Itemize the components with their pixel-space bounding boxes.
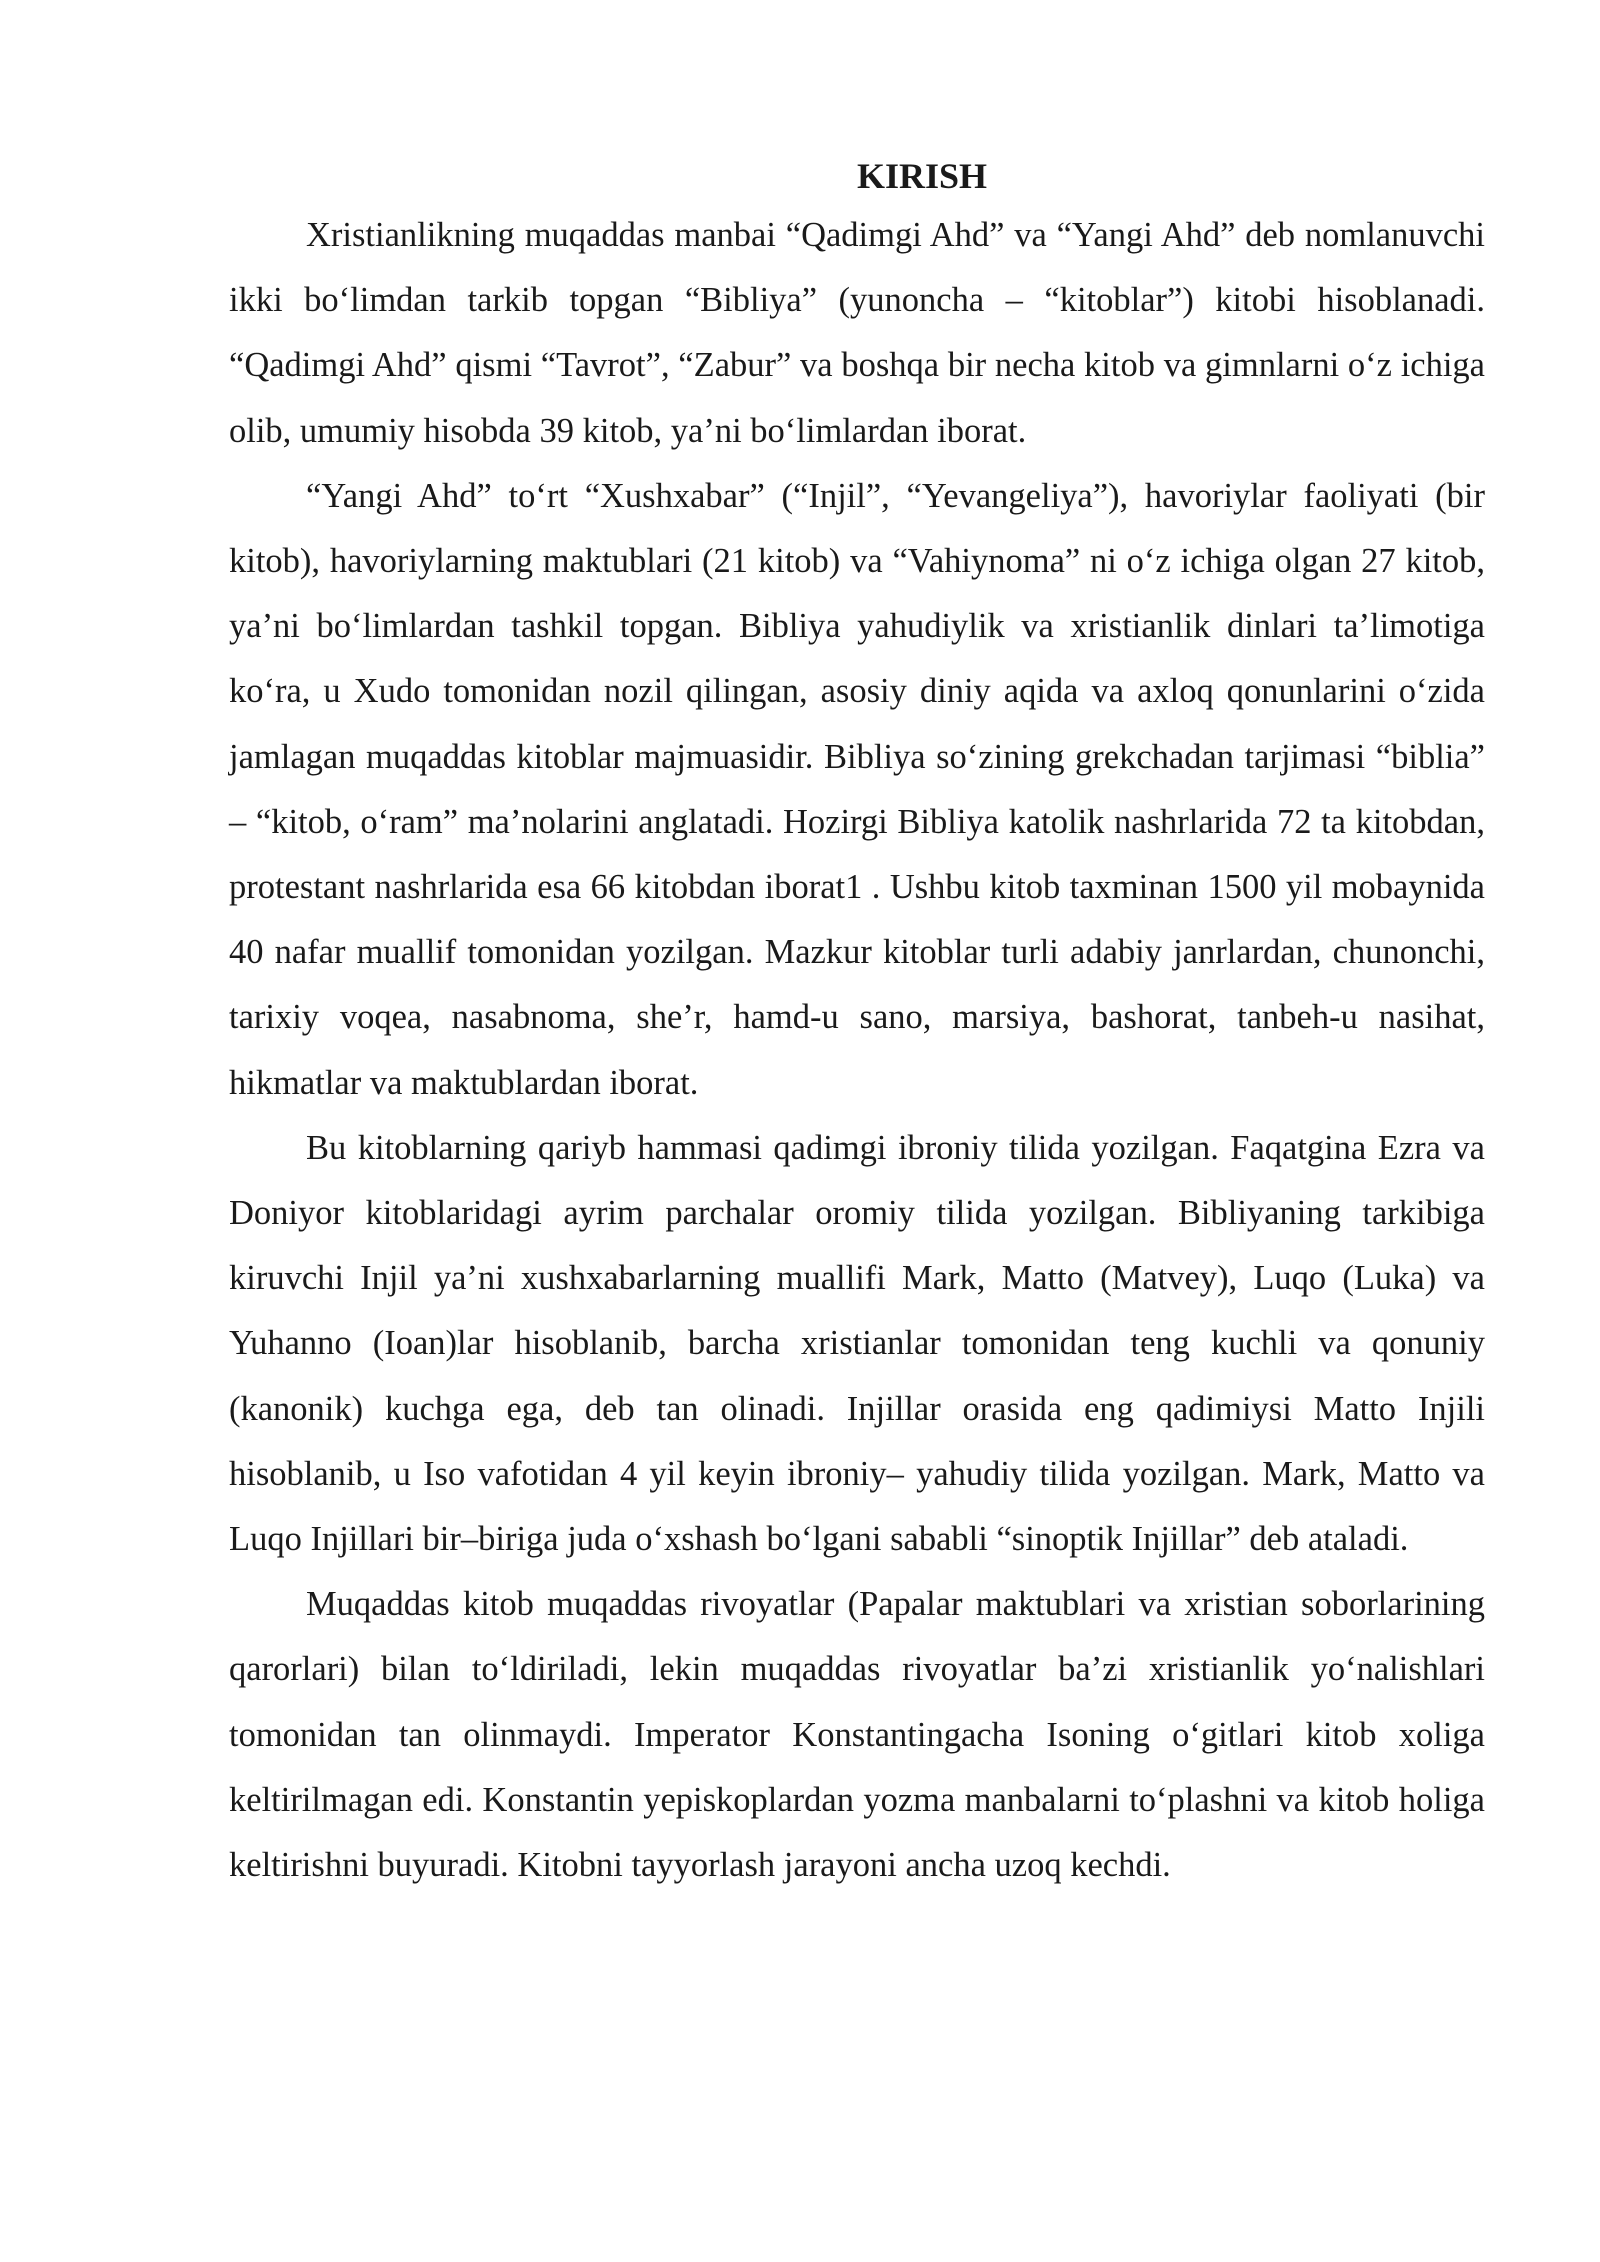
paragraph-4: Muqaddas kitob muqaddas rivoyatlar (Papalar maktublari va xristian soborlarining qarorlari) bilan to‘ldiriladi, lekin muqaddas rivoyatlar ba’zi xristianlik yo‘nalishlari tomonidan tan olinmaydi. Imperator Konstantingacha Isoning o‘gitlari kitob xoliga keltirilmagan edi. Konstantin yepiskoplardan yozma manbalarni to‘plashni va kitob holiga keltirishni buyuradi. Kitobni tayyorlash jarayoni ancha uzoq kechdi. <box>229 1585 1485 1885</box>
paragraph-3: Bu kitoblarning qariyb hammasi qadimgi ibroniy tilida yozilgan. Faqatgina Ezra va Doniyor kitoblaridagi ayrim parchalar oromiy tilida yozilgan. Bibliyaning tarkibiga kiruvchi Injil ya’ni xushxabarlarning muallifi Mark, Matto (Matvey), Luqo (Luka) va Yuhanno (Ioan)lar hisoblanib, barcha xristianlar tomonidan teng kuchli va qonuniy (kanonik) kuchga ega, deb tan olinadi. Injillar orasida eng qadimiysi Matto Injili hisoblanib, u Iso vafotidan 4 yil keyin ibroniy– yahudiy tilida yozilgan. Mark, Matto va Luqo Injillari bir–biriga juda o‘xshash bo‘lgani sababli “sinoptik Injillar” deb ataladi. <box>229 1128 1485 1559</box>
paragraph-2: “Yangi Ahd” to‘rt “Xushxabar” (“Injil”, “Yevangeliya”), havoriylar faoliyati (bir kitob), havoriylarning maktublari (21 kitob) va “Vahiynoma” ni o‘z ichiga olgan 27 kitob, ya’ni bo‘limlardan tashkil topgan. Bibliya yahudiylik va xristianlik dinlari ta’limotiga ko‘ra, u Xudo tomonidan nozil qilingan, asosiy diniy aqida va axloq qonunlarini o‘zida jamlagan muqaddas kitoblar majmuasidir. Bibliya so‘zining grekchadan tarjimasi “biblia” – “kitob, o‘ram” ma’nolarini anglatadi. Hozirgi Bibliya katolik nashrlarida 72 ta kitobdan, protestant nashrlarida esa 66 kitobdan iborat1 . Ushbu kitob taxminan 1500 yil mobaynida 40 nafar muallif tomonidan yozilgan. Mazkur kitoblar turli adabiy janrlardan, chunonchi, tarixiy voqea, nasabnoma, she’r, hamd-u sano, marsiya, bashorat, tanbeh-u nasihat, hikmatlar va maktublardan iborat. <box>229 476 1485 1102</box>
page-title: KIRISH <box>856 156 988 196</box>
paragraph-1: Xristianlikning muqaddas manbai “Qadimgi Ahd” va “Yangi Ahd” deb nomlanuvchi ikki bo‘limdan tarkib topgan “Bibliya” (yunoncha – “kitoblar”) kitobi hisoblanadi. “Qadimgi Ahd” qismi “Tavrot”, “Zabur” va boshqa bir necha kitob va gimnlarni o‘z ichiga olib, umumiy hisobda 39 kitob, ya’ni bo‘limlardan iborat. <box>229 216 1485 450</box>
document-page <box>229 152 1485 1898</box>
